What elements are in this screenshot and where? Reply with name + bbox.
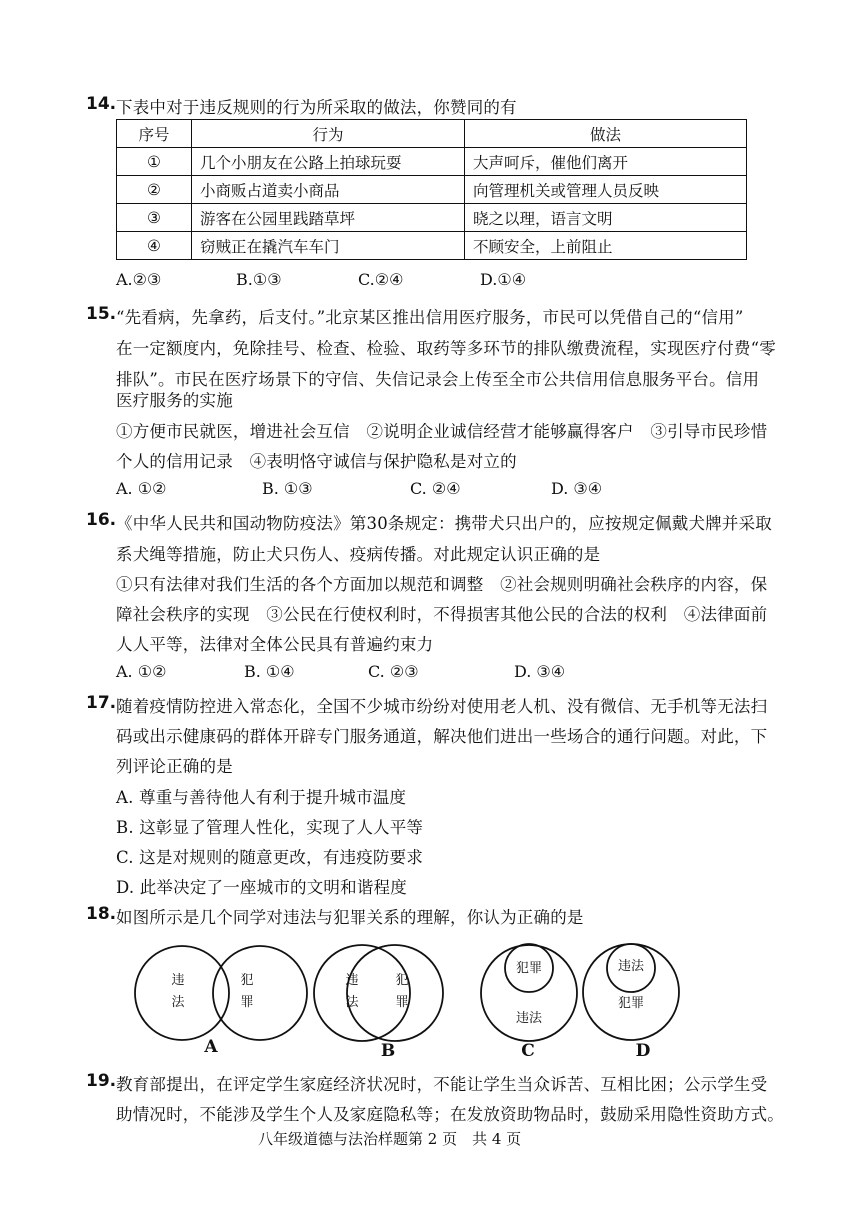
table-cell: 向管理机关或管理人员反映: [465, 176, 747, 204]
question-line: 个人的信用记录 ④表明恪守诚信与保护隐私是对立的: [116, 452, 517, 471]
venn-a-left-circle: [135, 946, 229, 1040]
behavior-table: [116, 119, 747, 260]
venn-c-outer-label: 违法: [515, 1011, 543, 1026]
table-cell: ③: [117, 204, 192, 232]
header-cell: 行为: [192, 120, 465, 148]
question-line: 教育部提出，在评定学生家庭经济状况时，不能让学生当众诉苦、互相比困；公示学生受: [116, 1075, 768, 1094]
venn-b-left-label-2: 法: [345, 995, 359, 1010]
question-stem: 下表中对于违反规则的行为所采取的做法，你赞同的有: [116, 98, 517, 117]
question-line: 系犬绳等措施，防止犬只伤人、疫病传播。对此规定认识正确的是: [116, 545, 601, 564]
venn-a-left-label-1: 违: [171, 973, 185, 988]
question-line: 医疗服务的实施: [116, 391, 233, 410]
option-a: A.②③: [116, 270, 162, 289]
question-line: 助情况时，不能涉及学生个人及家庭隐私等；在发放资助物品时，鼓励采用隐性资助方式。: [116, 1105, 784, 1124]
venn-a-right-label-2: 罪: [240, 995, 254, 1010]
question-line: 列评论正确的是: [116, 757, 233, 776]
option-d: D. ③④: [551, 479, 603, 498]
venn-d-outer-label: 犯罪: [617, 996, 645, 1011]
table-cell: 晓之以理，语言文明: [465, 204, 747, 232]
table-row: [117, 148, 747, 176]
question-line: 障社会秩序的实现 ③公民在行使权利时，不得损害其他公民的合法的权利 ④法律面前: [116, 605, 768, 624]
table-row: [117, 204, 747, 232]
venn-c-outer-circle: [481, 945, 577, 1041]
option-a: A. 尊重与善待他人有利于提升城市温度: [116, 788, 407, 807]
question-line: 《中华人民共和国动物防疫法》第30条规定：携带犬只出户的，应按规定佩戴犬牌并采取: [116, 514, 772, 533]
question-number: 16.: [86, 510, 117, 530]
question-number: 19.: [86, 1071, 117, 1091]
question-number: 18.: [86, 904, 117, 924]
header-cell: 做法: [465, 120, 747, 148]
option-a: A. ①②: [116, 479, 167, 498]
table-cell: ②: [117, 176, 192, 204]
question-line: “先看病，先拿药，后支付。”北京某区推出信用医疗服务，市民可以凭借自己的“信用”: [116, 308, 744, 327]
question-line: 人人平等，法律对全体公民具有普遍约束力: [116, 635, 434, 654]
venn-a-left-label-2: 法: [171, 995, 185, 1010]
option-c: C.②④: [358, 270, 404, 289]
diagram-label-c: C: [521, 1041, 535, 1060]
option-d: D. ③④: [514, 662, 566, 681]
venn-a-right-label-1: 犯: [240, 973, 254, 988]
venn-b-right-label-1: 犯: [395, 973, 409, 988]
diagram-label-a: A: [204, 1037, 218, 1057]
venn-b-left-circle: [314, 945, 410, 1041]
table-cell: 不顾安全，上前阻止: [465, 232, 747, 260]
table-header-row: [117, 120, 747, 148]
question-line: 在一定额度内，免除挂号、检查、检验、取药等多环节的排队缴费流程，实现医疗付费“零: [116, 339, 776, 358]
question-number: 15.: [86, 304, 117, 324]
option-c: C. 这是对规则的随意更改，有违疫防要求: [116, 848, 424, 867]
venn-b-right-circle: [347, 945, 443, 1041]
question-line: ①只有法律对我们生活的各个方面加以规范和调整 ②社会规则明确社会秩序的内容，保: [116, 575, 768, 594]
venn-a-right-circle: [213, 946, 307, 1040]
table-cell: 窃贼正在撬汽车车门: [192, 232, 465, 260]
page-footer: 八年级道德与法治样题第 2 页 共 4 页: [258, 1130, 522, 1148]
venn-b-right-label-2: 罪: [395, 995, 409, 1010]
table-cell: ①: [117, 148, 192, 176]
option-d: D. 此举决定了一座城市的文明和谐程度: [116, 878, 407, 897]
diagram-label-d: D: [635, 1041, 651, 1060]
question-number: 14.: [86, 94, 117, 114]
option-b: B.①③: [236, 270, 282, 289]
diagram-label-b: B: [380, 1041, 396, 1060]
venn-b-left-label-1: 违: [345, 973, 359, 988]
table-cell: 大声呵斥，催他们离开: [465, 148, 747, 176]
venn-c-inner-label: 犯罪: [515, 961, 543, 976]
header-cell: 序号: [117, 120, 192, 148]
table-cell: ④: [117, 232, 192, 260]
option-b: B. 这彰显了管理人性化，实现了人人平等: [116, 818, 424, 837]
question-stem: 如图所示是几个同学对违法与犯罪关系的理解，你认为正确的是: [116, 908, 584, 927]
table-cell: 小商贩占道卖小商品: [192, 176, 465, 204]
table-row: [117, 176, 747, 204]
table-row: [117, 232, 747, 260]
option-b: B. ①④: [244, 662, 295, 681]
question-line: 码或出示健康码的群体开辟专门服务通道，解决他们进出一些场合的通行问题。对此，下: [116, 727, 768, 746]
table-cell: 几个小朋友在公路上拍球玩耍: [192, 148, 465, 176]
option-a: A. ①②: [116, 662, 167, 681]
table-cell: 游客在公园里践踏草坪: [192, 204, 465, 232]
option-b: B. ①③: [262, 479, 313, 498]
question-line: 排队”。市民在医疗场景下的守信、失信记录会上传至全市公共信用信息服务平台。信用: [116, 370, 760, 389]
question-line: 随着疫情防控进入常态化，全国不少城市纷纷对使用老人机、没有微信、无手机等无法扫: [116, 697, 768, 716]
venn-diagrams: [120, 940, 720, 1060]
question-number: 17.: [86, 693, 117, 713]
option-c: C. ②③: [368, 662, 419, 681]
venn-d-inner-label: 违法: [617, 959, 645, 974]
question-line: ①方便市民就医，增进社会互信 ②说明企业诚信经营才能够赢得客户 ③引导市民珍惜: [116, 422, 768, 441]
option-c: C. ②④: [410, 479, 461, 498]
option-d: D.①④: [480, 270, 527, 289]
